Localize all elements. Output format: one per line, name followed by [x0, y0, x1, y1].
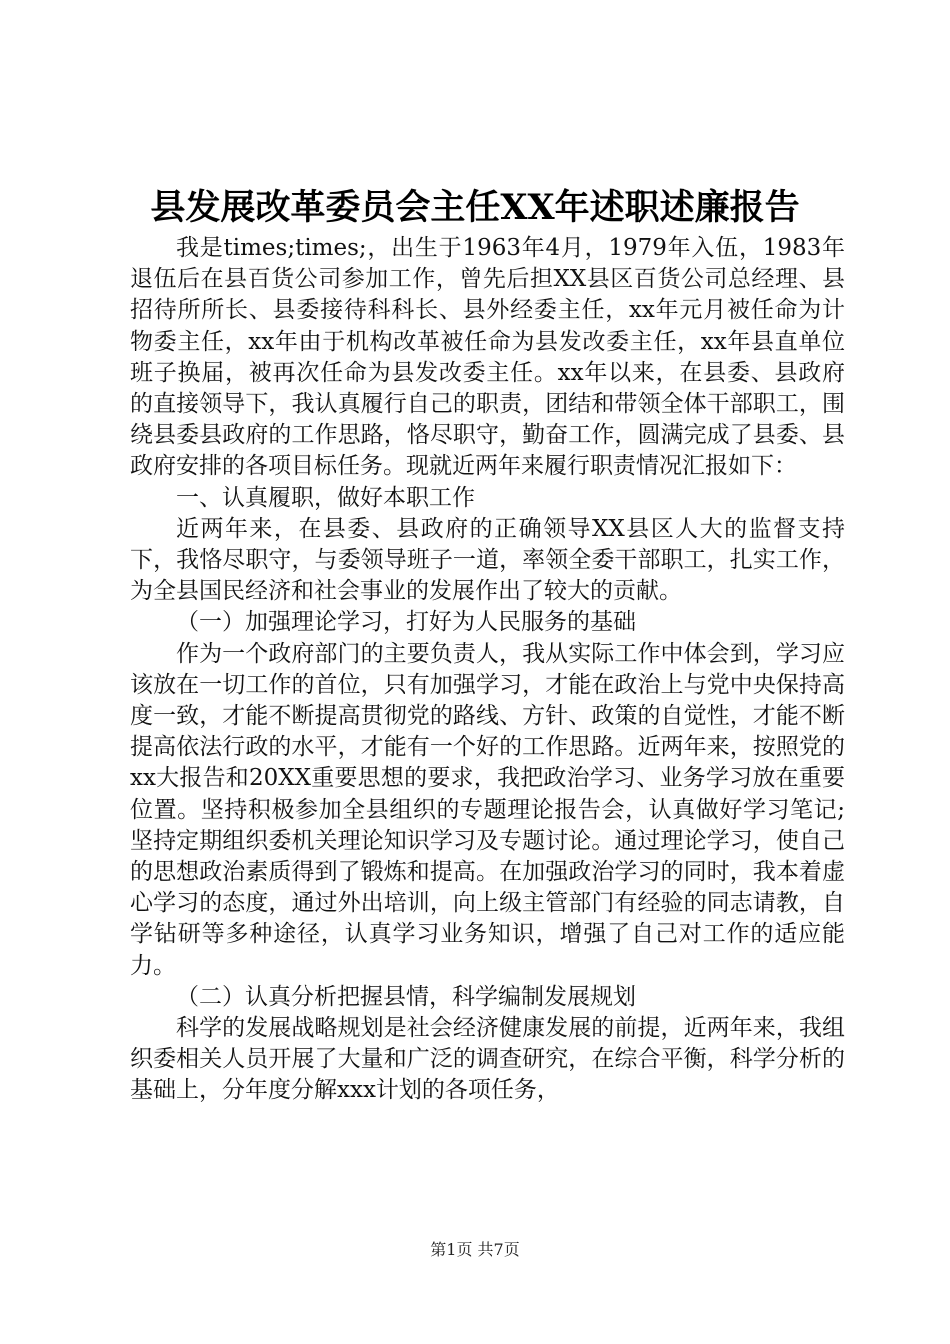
paragraph-intro: 我是times;times;，出生于1963年4月，1979年入伍，1983年退伍后在县百货公司参加工作，曾先后担XX县区百货公司总经理、县招待所所长、县委接待科科长、县外经委主任，xx年元月被任命为计物委主任，xx年由于机构改革被任命为县发改委主任，xx年县直单位班子换届，被再次任命为县发改委主任。xx年以来，在县委、县政府的直接领导下，我认真履行自己的职责，团结和带领全体干部职工，围绕县委县政府的工作思路，恪尽职守，勤奋工作，圆满完成了县委、县政府安排的各项目标任务。现就近两年来履行职责情况汇报如下：: [130, 235, 845, 480]
document-title: 县发展改革委员会主任XX年述职述廉报告: [150, 187, 800, 228]
section-heading-1: 一、认真履职，做好本职工作: [176, 484, 475, 511]
paragraph-subsection-1: 作为一个政府部门的主要负责人，我从实际工作中体会到，学习应该放在一切工作的首位，只有加强学习，才能在政治上与党中央保持高度一致，才能不断提高贯彻党的路线、方针、政策的自觉性，才能不断提高依法行政的水平，才能有一个好的工作思路。近两年来，按照党的xx大报告和20XX重要思想的要求，我把政治学习、业务学习放在重要位置。坚持积极参加全县组织的专题理论报告会，认真做好学习笔记;坚持定期组织委机关理论知识学习及专题讨论。通过理论学习，使自己的思想政治素质得到了锻炼和提高。在加强政治学习的同时，我本着虚心学习的态度，通过外出培训，向上级主管部门有经验的同志请教，自学钻研等多种途径，认真学习业务知识，增强了自己对工作的适应能力。: [130, 640, 845, 979]
document-body: [130, 233, 845, 1107]
page-footer: 第1页 共7页: [430, 1240, 520, 1259]
subsection-heading-1: （一）加强理论学习，打好为人民服务的基础: [176, 609, 636, 636]
paragraph-section-1: 近两年来，在县委、县政府的正确领导XX县区人大的监督支持下，我恪尽职守，与委领导班子一道，率领全委干部职工，扎实工作，为全县国民经济和社会事业的发展作出了较大的贡献。: [130, 515, 845, 605]
subsection-heading-2: （二）认真分析把握县情，科学编制发展规划: [176, 983, 636, 1010]
paragraph-subsection-2: 科学的发展战略规划是社会经济健康发展的前提，近两年来，我组织委相关人员开展了大量和广泛的调查研究，在综合平衡，科学分析的基础上，分年度分解xxx计划的各项任务，: [130, 1015, 845, 1104]
